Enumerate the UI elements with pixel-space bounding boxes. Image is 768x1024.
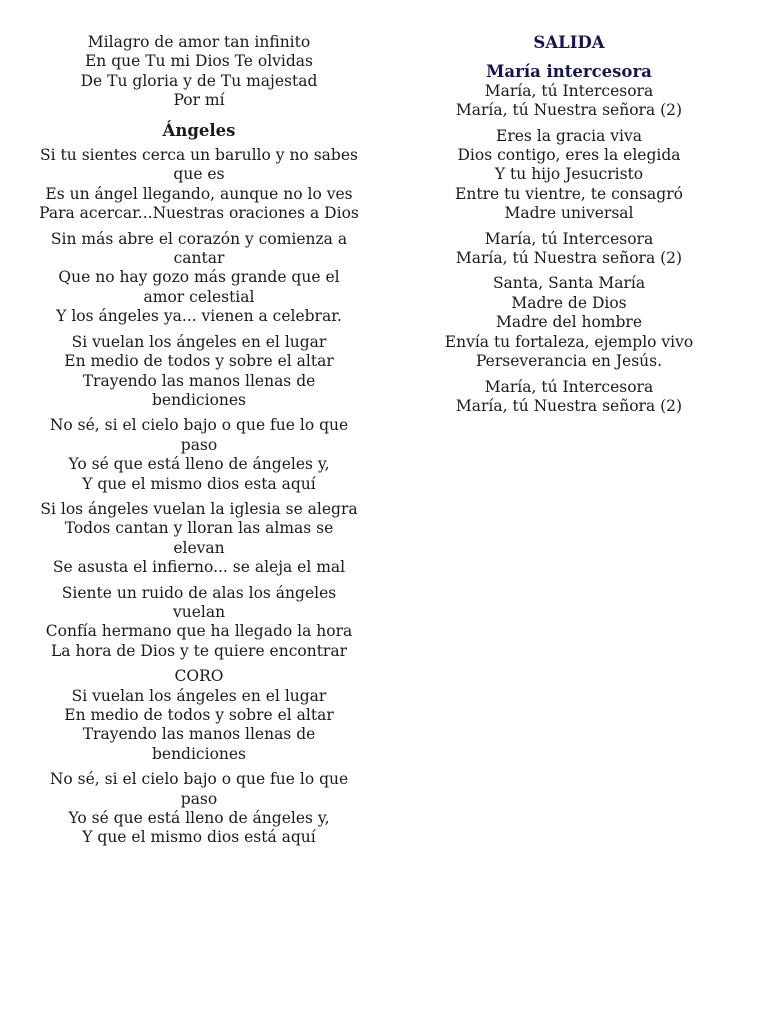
- lyric-line: Y tu hijo Jesucristo: [494, 165, 644, 184]
- stanza: [36, 770, 362, 848]
- stanza: [438, 274, 700, 371]
- lyric-line: Y los ángeles ya... vienen a celebrar.: [56, 307, 342, 326]
- lyric-line: vuelan: [172, 602, 226, 621]
- lyric-line: María, tú Nuestra señora (2): [455, 249, 683, 268]
- stanza: [438, 127, 700, 224]
- intro-stanza: [36, 33, 362, 111]
- section-title-salida: SALIDA: [533, 33, 605, 52]
- lyric-line: Madre de Dios: [511, 293, 627, 312]
- lyric-line: No sé, si el cielo bajo o que fue lo que: [49, 416, 349, 435]
- left-column: [36, 33, 362, 854]
- lyric-line: María, tú Intercesora: [484, 377, 654, 396]
- stanza: [36, 584, 362, 662]
- lyric-line: Si vuelan los ángeles en el lugar: [71, 332, 327, 351]
- lyric-line: Se asusta el infierno... se aleja el mal: [52, 558, 346, 577]
- lyric-line: Yo sé que está lleno de ángeles y,: [68, 809, 330, 828]
- stanza: [36, 333, 362, 411]
- lyric-line: que es: [173, 165, 225, 184]
- song-title-angeles: Ángeles: [162, 120, 236, 140]
- lyric-line: Dios contigo, eres la elegida: [457, 146, 681, 165]
- lyric-line: María, tú Nuestra señora (2): [455, 101, 683, 120]
- stanza: [36, 146, 362, 224]
- lyric-line: Por mí: [173, 91, 225, 110]
- lyric-line: amor celestial: [143, 287, 255, 306]
- lyric-line: María, tú Nuestra señora (2): [455, 396, 683, 415]
- lyric-line: En medio de todos y sobre el altar: [64, 352, 334, 371]
- lyric-line: No sé, si el cielo bajo o que fue lo que: [49, 770, 349, 789]
- lyric-line: paso: [180, 789, 218, 808]
- lyric-line: En medio de todos y sobre el altar: [64, 706, 334, 724]
- lyric-line: Todos cantan y lloran las almas se: [64, 519, 334, 538]
- stanza: [438, 230, 700, 269]
- lyric-line: paso: [180, 435, 218, 454]
- lyric-line: Si tu sientes cerca un barullo y no sabes: [40, 146, 358, 165]
- right-stanzas: [438, 82, 700, 417]
- song-title-maria-intercesora: María intercesora: [486, 62, 652, 82]
- lyric-line: Es un ángel llegando, aunque no lo ves: [45, 184, 353, 203]
- lyric-line: Si los ángeles vuelan la iglesia se alegra: [40, 499, 358, 518]
- left-stanzas: [36, 146, 362, 848]
- lyric-line: Santa, Santa María: [492, 274, 646, 293]
- lyric-line: Perseverancia en Jesús.: [475, 352, 663, 371]
- stanza: [438, 82, 700, 121]
- lyric-line: elevan: [173, 538, 225, 557]
- lyric-line: Si vuelan los ángeles en el lugar: [71, 686, 327, 705]
- lyric-line: Para acercar...Nuestras oraciones a Dios: [39, 204, 359, 223]
- stanza: [36, 416, 362, 494]
- lyric-line: Eres la gracia viva: [496, 126, 642, 145]
- lyric-line: Trayendo las manos llenas de: [82, 371, 316, 390]
- lyric-line: CORO: [174, 667, 224, 686]
- lyric-line: bendiciones: [151, 744, 247, 763]
- lyric-line: María, tú Intercesora: [484, 81, 654, 100]
- lyric-line: Que no hay gozo más grande que el: [58, 268, 340, 287]
- right-column: [438, 33, 700, 422]
- lyric-line: Milagro de amor tan infinito: [87, 33, 311, 51]
- lyric-line: Siente un ruido de alas los ángeles: [61, 583, 337, 602]
- lyric-line: Y que el mismo dios esta aquí: [82, 474, 316, 493]
- lyric-line: La hora de Dios y te quiere encontrar: [51, 641, 347, 660]
- lyric-line: Sin más abre el corazón y comienza a: [50, 229, 348, 248]
- lyric-line: bendiciones: [151, 390, 247, 409]
- stanza: [438, 378, 700, 417]
- stanza: [36, 500, 362, 578]
- lyric-line: Madre universal: [504, 204, 634, 223]
- lyric-line: Madre del hombre: [495, 313, 643, 332]
- lyric-line: En que Tu mi Dios Te olvidas: [84, 52, 313, 71]
- lyric-line: De Tu gloria y de Tu majestad: [80, 71, 318, 90]
- lyric-line: Trayendo las manos llenas de: [82, 725, 316, 744]
- lyric-line: Y que el mismo dios está aquí: [82, 828, 316, 847]
- lyric-line: Entre tu vientre, te consagró: [455, 184, 683, 203]
- lyric-line: cantar: [173, 249, 225, 268]
- lyric-line: Envía tu fortaleza, ejemplo vivo: [444, 332, 694, 351]
- lyric-line: Confía hermano que ha llegado la hora: [45, 622, 353, 641]
- lyric-line: María, tú Intercesora: [484, 229, 654, 248]
- stanza: [36, 667, 362, 764]
- stanza: [36, 230, 362, 327]
- lyric-line: Yo sé que está lleno de ángeles y,: [68, 455, 330, 474]
